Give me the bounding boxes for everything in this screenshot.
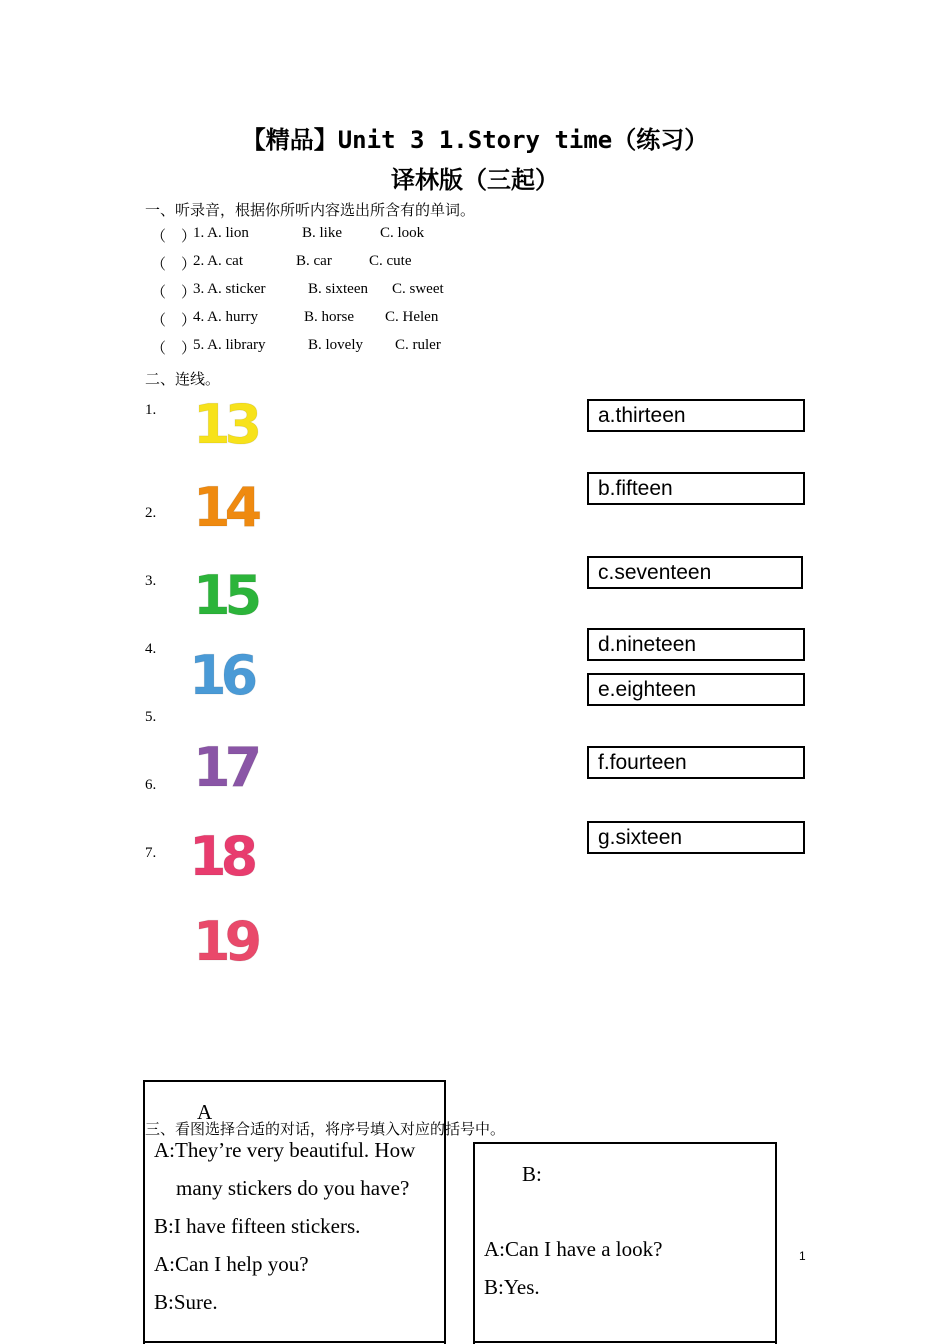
section3-heading: 三、看图选择合适的对话，将序号填入对应的括号中。 bbox=[145, 1120, 506, 1138]
option-c: C. Helen bbox=[385, 309, 439, 325]
dialog-box-a-bottom-border bbox=[143, 1341, 446, 1343]
match-option[interactable]: e.eighteen bbox=[587, 673, 805, 706]
item-number: 3. bbox=[145, 573, 157, 589]
dialog-line: A:Can I help you? bbox=[154, 1252, 309, 1276]
page-title: 【精品】Unit 3 1.Story time（练习） bbox=[241, 126, 709, 154]
answer-paren[interactable]: （ ） bbox=[151, 229, 197, 245]
item-number: 7. bbox=[145, 845, 157, 861]
dialog-box-b bbox=[473, 1142, 777, 1344]
dialog-line: many stickers do you have? bbox=[176, 1176, 410, 1200]
item-number: 5. bbox=[145, 709, 157, 725]
answer-paren[interactable]: （ ） bbox=[151, 341, 197, 357]
question-row bbox=[145, 253, 645, 275]
match-option[interactable]: c.seventeen bbox=[587, 556, 803, 589]
number-picture: 17 bbox=[193, 736, 257, 799]
match-option[interactable]: a.thirteen bbox=[587, 399, 805, 432]
option-a: 1. A. lion bbox=[193, 225, 249, 241]
option-a: 3. A. sticker bbox=[193, 281, 266, 297]
option-a: 4. A. hurry bbox=[193, 309, 258, 325]
match-option[interactable]: d.nineteen bbox=[587, 628, 805, 661]
number-picture: 19 bbox=[193, 910, 257, 973]
answer-paren[interactable]: （ ） bbox=[151, 257, 197, 273]
dialog-line: B:Sure. bbox=[154, 1290, 218, 1314]
question-row bbox=[145, 309, 645, 331]
item-number: 2. bbox=[145, 505, 157, 521]
dialog-line: B:I have fifteen stickers. bbox=[154, 1214, 361, 1238]
question-row bbox=[145, 337, 645, 359]
option-b: B. like bbox=[302, 225, 342, 241]
option-c: C. ruler bbox=[395, 337, 441, 353]
page-subtitle: 译林版（三起） bbox=[391, 166, 559, 194]
number-picture: 14 bbox=[193, 476, 257, 539]
dialog-label: A bbox=[197, 1100, 213, 1124]
dialog-box-b-bottom-border bbox=[473, 1341, 777, 1343]
option-b: B. horse bbox=[304, 309, 354, 325]
section1-heading: 一、听录音，根据你所听内容选出所含有的单词。 bbox=[145, 201, 476, 219]
dialog-line: B:Yes. bbox=[484, 1275, 540, 1299]
option-c: C. sweet bbox=[392, 281, 444, 297]
page-number: 1 bbox=[799, 1249, 806, 1263]
option-b: B. lovely bbox=[308, 337, 363, 353]
item-number: 6. bbox=[145, 777, 157, 793]
number-picture: 15 bbox=[193, 564, 257, 627]
option-b: B. car bbox=[296, 253, 332, 269]
dialog-line: A:Can I have a look? bbox=[484, 1237, 663, 1261]
match-option[interactable]: g.sixteen bbox=[587, 821, 805, 854]
question-row bbox=[145, 281, 645, 303]
option-c: C. cute bbox=[369, 253, 412, 269]
match-option[interactable]: b.fifteen bbox=[587, 472, 805, 505]
answer-paren[interactable]: （ ） bbox=[151, 285, 197, 301]
item-number: 4. bbox=[145, 641, 157, 657]
number-picture: 16 bbox=[189, 644, 253, 707]
question-row bbox=[145, 225, 645, 247]
match-option[interactable]: f.fourteen bbox=[587, 746, 805, 779]
answer-paren[interactable]: （ ） bbox=[151, 313, 197, 329]
dialog-line: A:They’re very beautiful. How bbox=[154, 1138, 416, 1162]
option-a: 5. A. library bbox=[193, 337, 266, 353]
section2-heading: 二、连线。 bbox=[145, 370, 221, 388]
item-number: 1. bbox=[145, 402, 157, 418]
question-list bbox=[145, 225, 645, 365]
option-c: C. look bbox=[380, 225, 425, 241]
dialog-label: B: bbox=[522, 1162, 542, 1186]
number-picture: 13 bbox=[193, 393, 257, 456]
number-picture: 18 bbox=[189, 825, 253, 888]
option-b: B. sixteen bbox=[308, 281, 368, 297]
option-a: 2. A. cat bbox=[193, 253, 243, 269]
